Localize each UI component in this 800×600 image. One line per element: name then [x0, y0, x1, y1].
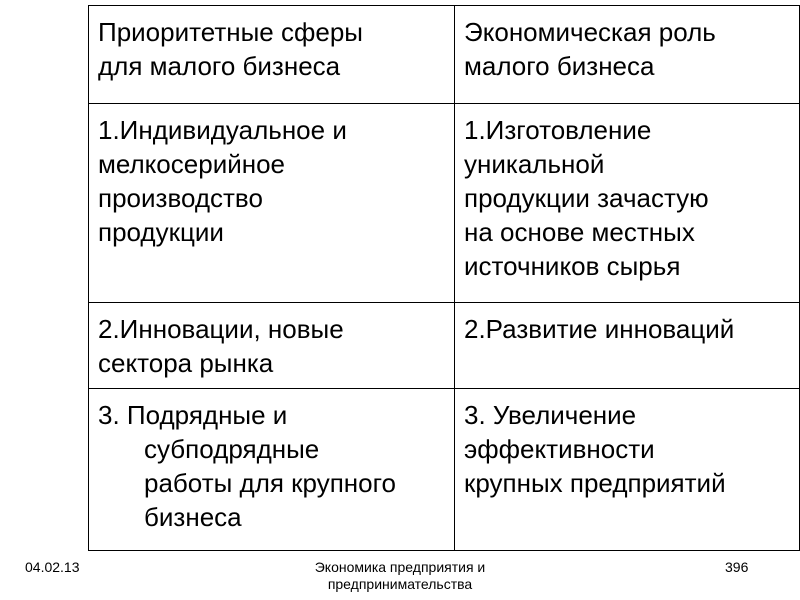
- cell-text: субподрядные: [144, 434, 320, 464]
- cell-text: бизнеса: [144, 502, 242, 532]
- cell-text: источников сырья: [464, 251, 681, 281]
- cell-text: Приоритетные сферы: [98, 17, 363, 47]
- footer-date: 04.02.13: [25, 559, 80, 575]
- cell-text: малого бизнеса: [464, 51, 655, 81]
- cell-text: 1.Индивидуальное и: [98, 115, 347, 145]
- table-cell: [89, 389, 455, 551]
- header-cell-priority-spheres: [89, 6, 455, 104]
- footer-title: [306, 559, 494, 593]
- cell-text: эффективности: [464, 434, 655, 464]
- table-cell: [455, 389, 800, 551]
- cell-text: мелкосерийное: [98, 149, 286, 179]
- cell-text: работы для крупного: [144, 468, 396, 498]
- table-cell: [89, 104, 455, 303]
- table-row: [89, 389, 800, 551]
- cell-text: сектора рынка: [98, 348, 274, 378]
- cell-text: Экономическая роль: [464, 17, 716, 47]
- cell-text: продукции зачастую: [464, 183, 709, 213]
- table-row: [89, 303, 800, 389]
- cell-text: 2.Инновации, новые: [98, 314, 344, 344]
- table-cell: [455, 104, 800, 303]
- cell-text: крупных предприятий: [464, 468, 726, 498]
- footer-title-line: предпринимательства: [327, 576, 473, 592]
- cell-text: уникальной: [464, 149, 605, 179]
- cell-text: 1.Изготовление: [464, 115, 652, 145]
- footer-title-line: Экономика предприятия и: [314, 559, 486, 575]
- table-cell: [455, 303, 800, 389]
- table-header-row: [89, 6, 800, 104]
- cell-text: производство: [98, 183, 263, 213]
- header-cell-economic-role: [455, 6, 800, 104]
- table-cell: [89, 303, 455, 389]
- table-row: [89, 104, 800, 303]
- cell-text: 2.Развитие инноваций: [464, 314, 735, 344]
- cell-text: 3. Увеличение: [464, 400, 637, 430]
- page-number: 396: [725, 559, 749, 575]
- comparison-table: [88, 5, 800, 551]
- cell-text: на основе местных: [464, 217, 695, 247]
- cell-text: продукции: [98, 217, 224, 247]
- cell-text: 3. Подрядные и: [98, 400, 288, 430]
- cell-text: для малого бизнеса: [98, 51, 341, 81]
